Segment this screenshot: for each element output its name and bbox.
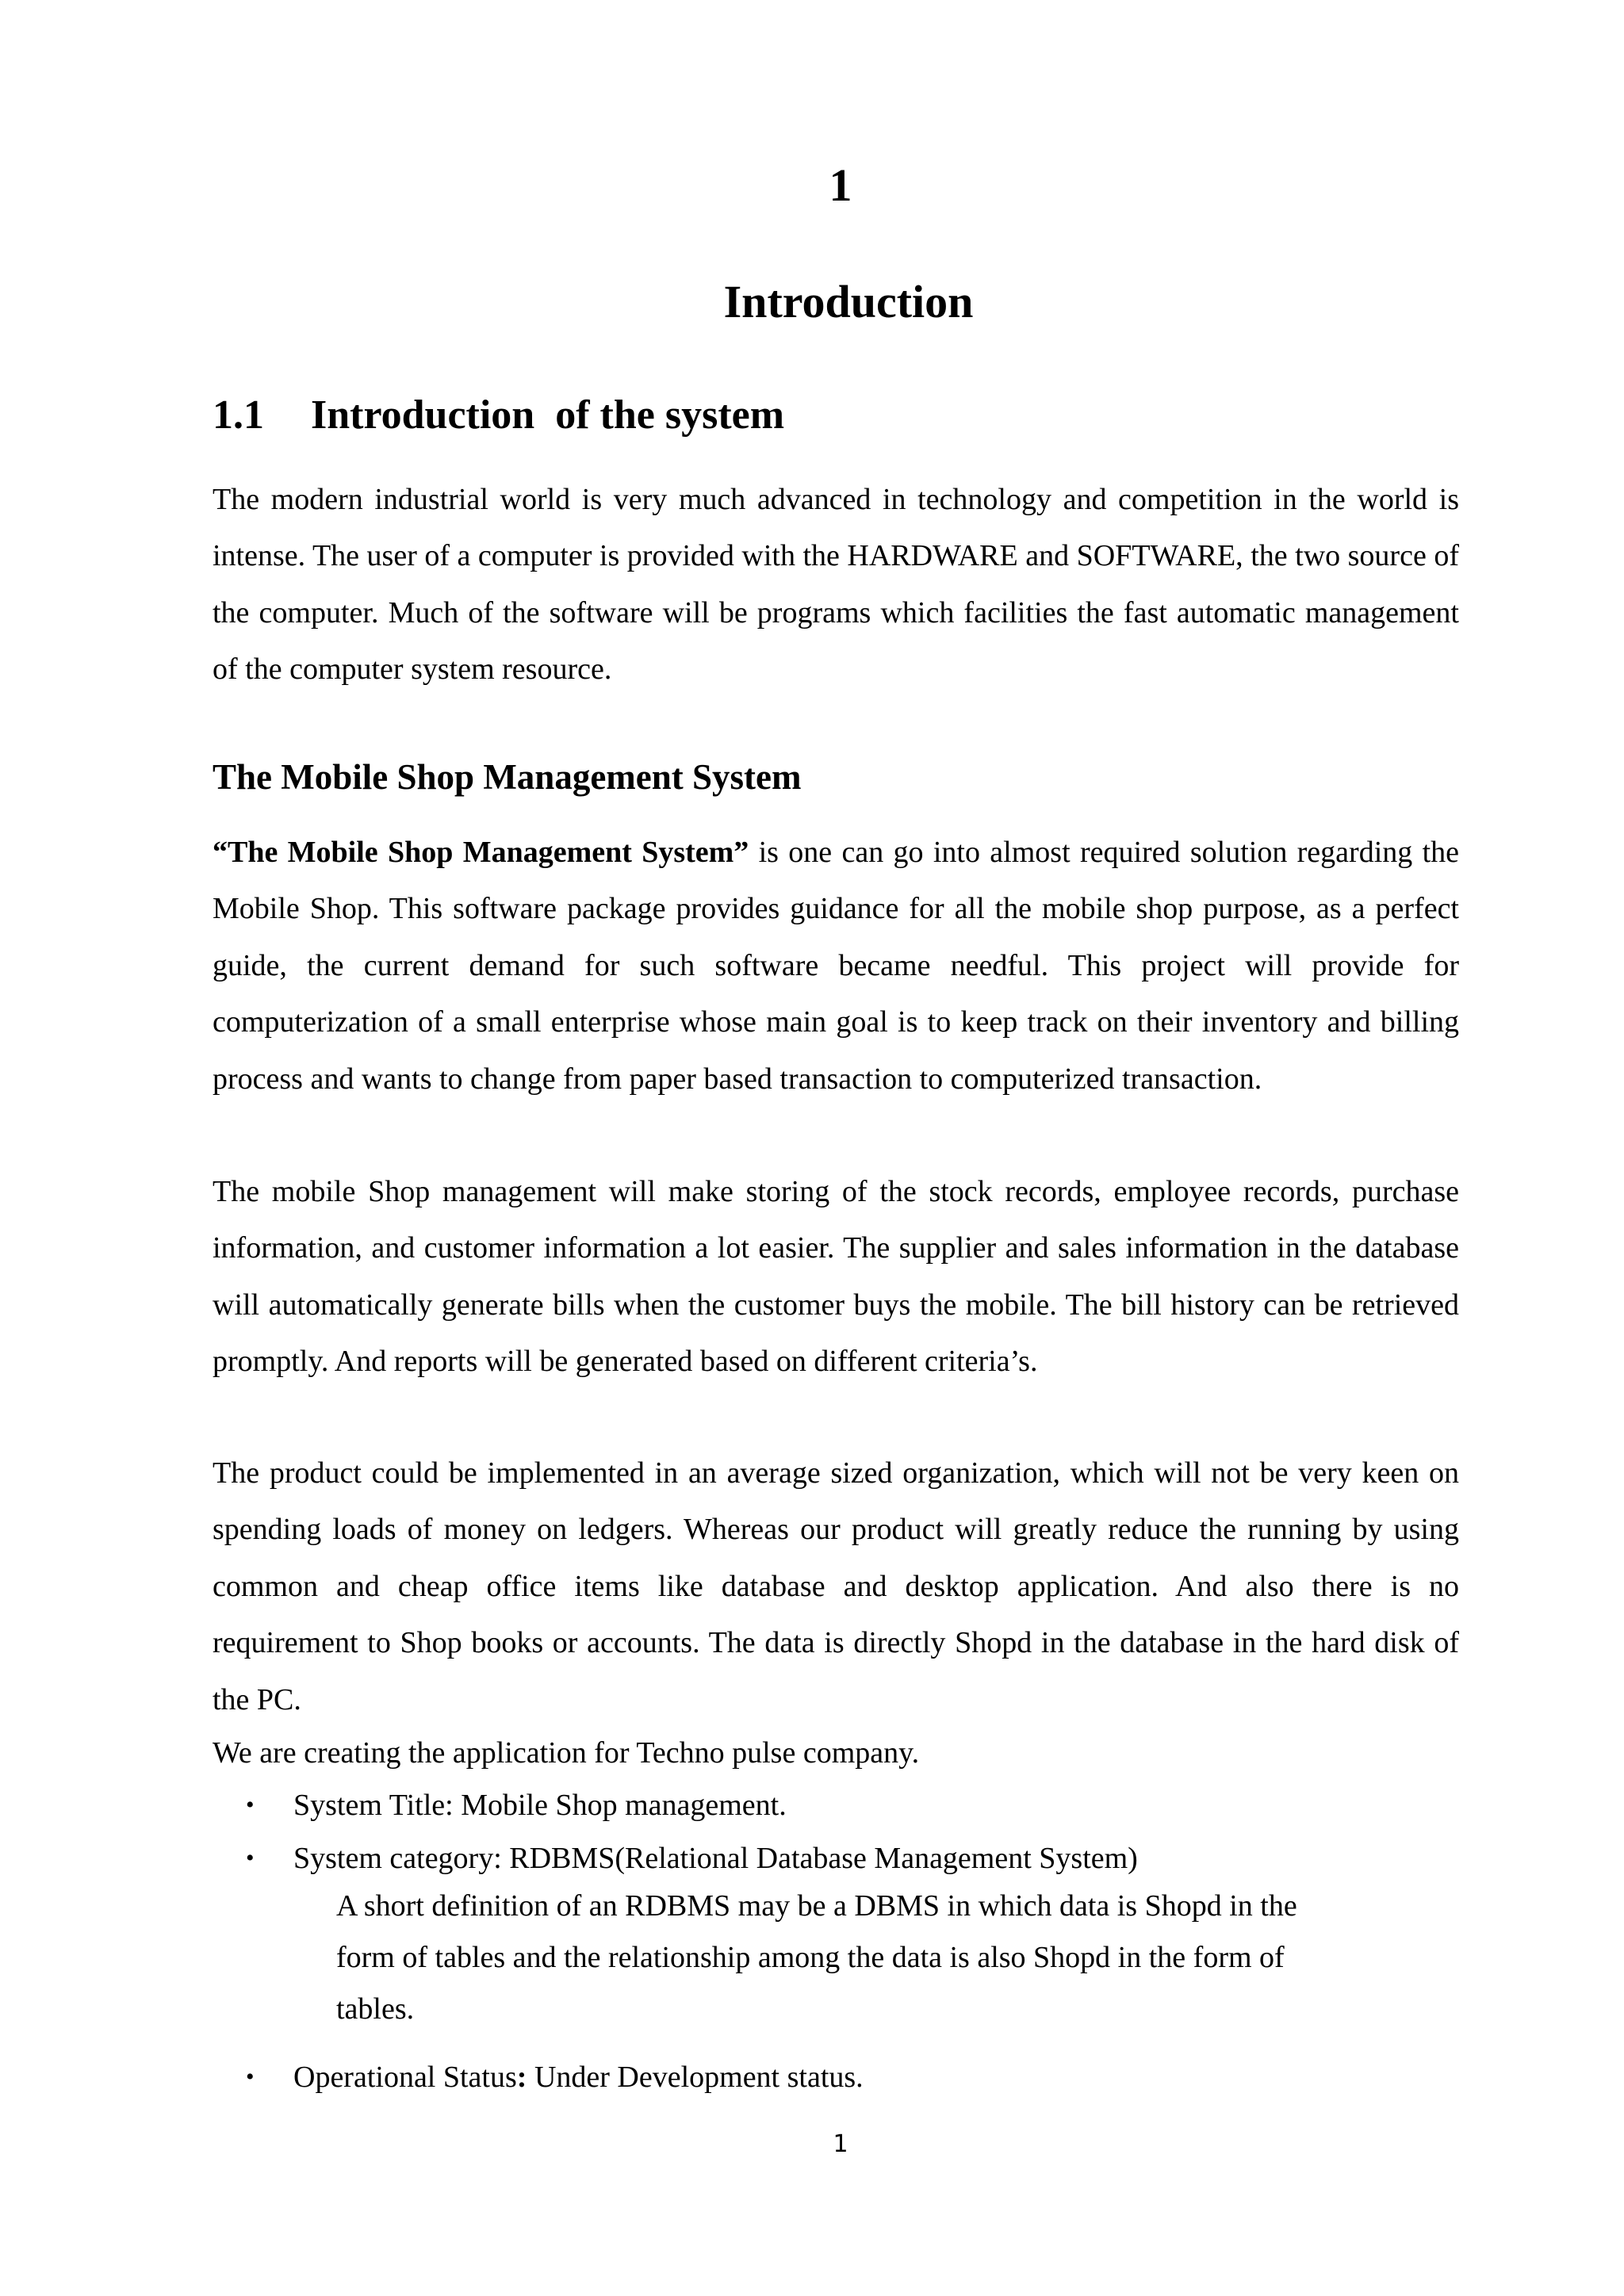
- bullet-text: System category: RDBMS(Relational Database Management System): [293, 1842, 1138, 1875]
- bullet-dot-icon: •: [246, 2064, 255, 2090]
- mobile-shop-paragraph-3: The product could be implemented in an average sized organization, which will not be very keen on spending loads of money on ledgers. Whereas our product will greatly reduce the running by using common and cheap office items like database and desktop application. And also there is no requirement to Shop books or accounts. The data is directly Shopd in the database in the hard disk of the PC.: [213, 1456, 1459, 1716]
- bullet-system-title: [246, 1790, 787, 1820]
- mobile-shop-paragraph-2: The mobile Shop management will make storing of the stock records, employee records, purchase information, and customer information a lot easier. The supplier and sales information in the database will automatically generate bills when the customer buys the mobile. The bill history can be retrieved promptly. And reports will be generated based on different criteria’s.: [213, 1175, 1459, 1379]
- bullet-text: Under Development status.: [527, 2061, 864, 2094]
- page-number: 1: [833, 2130, 848, 2158]
- section-number: 1.1: [213, 392, 264, 438]
- section-heading: [213, 392, 785, 438]
- bullet-operational-status: [246, 2062, 864, 2092]
- chapter-title: Introduction: [723, 276, 974, 327]
- mobile-shop-paragraph-1: [213, 825, 1459, 1108]
- bullet-dot-icon: •: [246, 1792, 255, 1818]
- bold-system-name: “The Mobile Shop Management System”: [213, 836, 749, 869]
- bullet-colon: :: [516, 2061, 527, 2094]
- bullet-label: Operational Status: [293, 2061, 517, 2094]
- company-line: We are creating the application for Techno pulse company.: [213, 1736, 920, 1770]
- intro-paragraph: The modern industrial world is very much advanced in technology and competition in the world is intense. The user of a computer is provided with the HARDWARE and SOFTWARE, the two source of the computer. Much of the software will be programs which facilities the fast automatic management of the computer system resource.: [213, 483, 1459, 687]
- paragraph-1-text: is one can go into almost required solution regarding the Mobile Shop. This software package provides guidance for all the mobile shop purpose, as a perfect guide, the current demand for such software became needful. This project will provide for computerization of a small enterprise whose main goal is to keep track on their inventory and billing process and wants to change from paper based transaction to computerized transaction.: [213, 836, 1460, 1096]
- rdbms-definition: A short definition of an RDBMS may be a DBMS in which data is Shopd in the form of tables and the relationship among the data is also Shopd in the form of tables.: [336, 1889, 1297, 2026]
- section-title: Introduction of the system: [311, 392, 785, 438]
- bullet-text: System Title: Mobile Shop management.: [293, 1789, 787, 1822]
- chapter-number: 1: [829, 159, 852, 211]
- bullet-dot-icon: •: [246, 1845, 255, 1871]
- subsection-heading: The Mobile Shop Management System: [213, 757, 802, 797]
- bullet-system-category: [246, 1843, 1138, 1873]
